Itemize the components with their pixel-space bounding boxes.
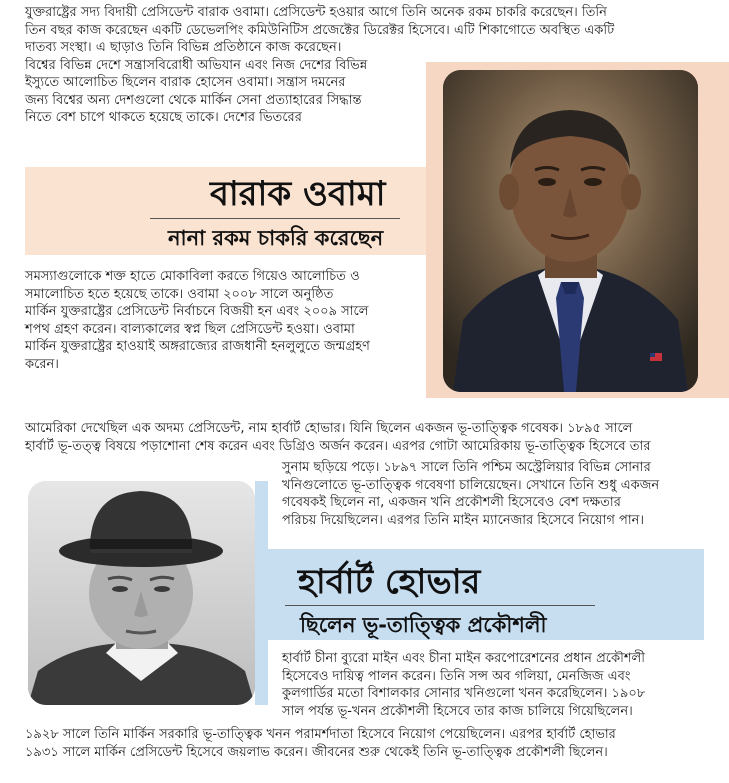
text-line: সমস্যাগুলোকে শক্ত হাতে মোকাবিলা করতে গিয়েও আলোচিত ও — [25, 269, 360, 284]
text-line: মার্কিন যুক্তরাষ্ট্রের হাওয়াই অঙ্গরাজ্যের রাজধানী হনলুলুতে জন্মগ্রহণ — [25, 339, 370, 354]
text-line: কুলগার্ডির মতো বিশালকার সোনার খনিগুলো খনন করেছিলেন। ১৯০৮ — [282, 686, 646, 701]
text-line: হিসেবেও দায়িত্ব পালন করেন। তিনি সন্স অব গলিয়া, মেনজিজ এবং — [282, 668, 631, 684]
text-line: শপথ গ্রহণ করেন। বাল্যকালের স্বপ্ন ছিল প্রেসিডেন্ট হওয়া। ওবামা — [25, 321, 355, 337]
hoover-paragraph-4 — [25, 726, 616, 761]
text-line: খনিগুলোতে ভূ-তাত্ত্বিক গবেষণা চালিয়েছেন। সেখানে তিনি শুধু একজন — [282, 477, 660, 493]
hoover-name-title: হার্বার্ট হোভার — [298, 562, 481, 602]
text-line: করেন। — [25, 356, 59, 372]
text-line: নিতে বেশ চাপে থাকতে হয়েছে তাকে। দেশের ভিতরের — [25, 110, 302, 125]
text-line: দাতব্য সংস্থা। এ ছাড়াও তিনি বিভিন্ন প্রতিষ্ঠানে কাজ করেছেন। — [25, 40, 342, 55]
obama-name-title: বারাক ওবামা — [210, 174, 386, 214]
text-line: হার্বার্ট ভূ-তত্ত্ব বিষয়ে পড়াশোনা শেষ করেন এবং ডিগ্রিও অর্জন করেন। এরপর গোটা আমেরিকায় ভূ-তাত্ত্বিক হিসেবে তার — [25, 438, 651, 454]
text-line: তিন বছর কাজ করেছেন একটি ডেভেলপিং কমিউনিটিস প্রজেক্টের ডিরেক্টর হিসেবে। এটি শিকাগোতে অবস্থিত একটি — [25, 22, 615, 38]
text-line: গবেষকই ছিলেন না, একজন খনি প্রকৌশলী হিসেবেও বেশ দক্ষতার — [282, 495, 621, 510]
text-line: পরিচয় দিয়েছিলেন। এরপর তিনি মাইন ম্যানেজার হিসেবে নিয়োগ পান। — [282, 512, 645, 528]
hoover-photo — [28, 481, 255, 705]
text-line: মার্কিন যুক্তরাষ্ট্রের প্রেসিডেন্ট নির্বাচনে বিজয়ী হন এবং ২০০৯ সালে — [25, 304, 369, 319]
text-line: ১৯২৮ সালে তিনি মার্কিন সরকারি ভূ-তাত্ত্বিক খনন পরামর্শদাতা হিসেবে নিয়োগ পেয়েছিলেন। এরপর হার্বার্ট হোভার — [25, 727, 616, 742]
obama-photo — [443, 70, 698, 392]
obama-title-divider — [150, 218, 400, 219]
hoover-photo-band — [255, 481, 268, 705]
obama-portrait-illustration — [443, 70, 698, 392]
text-line: যুক্তরাষ্ট্রের সদ্য বিদায়ী প্রেসিডেন্ট বারাক ওবামা। প্রেসিডেন্ট হওয়ার আগে তিনি অনেক রকম চাকরি করেছেন। তিনি — [25, 5, 607, 20]
hoover-title-divider — [285, 605, 595, 606]
obama-subtitle: নানা রকম চাকরি করেছেন — [168, 226, 384, 250]
text-line: সাল পর্যন্ত ভূ-খনন প্রকৌশলী হিসেবে তার কাজ চালিয়ে গিয়েছিলেন। — [282, 703, 633, 719]
text-line: সমালোচিত হতে হয়েছে তাকে। ওবামা ২০০৮ সালে অনুষ্ঠিত — [25, 286, 334, 302]
text-line: আমেরিকা দেখেছিল এক অদম্য প্রেসিডেন্ট, নাম হার্বার্ট হোভার। যিনি ছিলেন একজন ভূ-তাত্ত্বিক গবেষক। ১৮৯৫ সালে — [25, 421, 633, 436]
hoover-paragraph-1 — [25, 420, 650, 455]
hoover-paragraph-3 — [282, 650, 645, 720]
hoover-subtitle: ছিলেন ভূ-তাত্ত্বিক প্রকৌশলী — [300, 613, 547, 637]
text-line: বিশ্বের বিভিন্ন দেশে সন্ত্রাসবিরোধী অভিযান এবং নিজ দেশের বিভিন্ন — [25, 57, 368, 73]
text-line: ১৯৩১ সালে মার্কিন প্রেসিডেন্ট হিসেবে জয়লাভ করেন। জীবনের শুরু থেকেই তিনি ভূ-তাত্ত্বিক প্রকৌশলী ছিলেন। — [25, 744, 608, 760]
text-line: জন্য বিশ্বের অন্য দেশগুলো থেকে মার্কিন সেনা প্রত্যাহারের সিদ্ধান্ত — [25, 92, 362, 108]
hoover-portrait-illustration — [28, 481, 255, 705]
text-line: হার্বার্ট চীনা ব্যুরো মাইন এবং চীনা মাইন করপোরেশনের প্রধান প্রকৌশলী — [282, 651, 645, 666]
hoover-paragraph-2 — [282, 459, 659, 529]
text-line: ইস্যুতে আলোচিত ছিলেন বারাক হোসেন ওবামা। সন্ত্রাস দমনের — [25, 75, 346, 90]
obama-paragraph-2 — [25, 268, 370, 373]
text-line: সুনাম ছড়িয়ে পড়ে। ১৮৯৭ সালে তিনি পশ্চিম অস্ট্রেলিয়ার বিভিন্ন সোনার — [282, 460, 651, 475]
